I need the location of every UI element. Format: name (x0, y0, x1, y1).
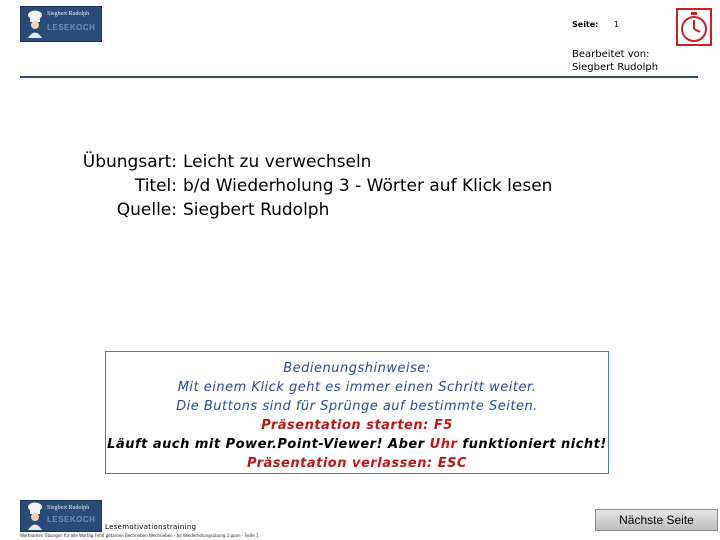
next-page-button[interactable]: Nächste Seite (595, 509, 718, 531)
page-number: 1 (614, 20, 620, 29)
logo-top (20, 6, 102, 42)
instructions-line1: Mit einem Klick geht es immer einen Schritt weiter. (177, 380, 537, 395)
page-label: Seite: (572, 20, 599, 29)
footer-title: Lesemotivationstraining (105, 523, 197, 531)
instructions-line4-a: Läuft auch mit Power.Point-Viewer! Aber (107, 437, 430, 452)
instructions-line4-b: Uhr (429, 437, 458, 452)
instructions-line4 (106, 435, 608, 454)
edited-label: Bearbeitet von: (572, 49, 650, 60)
info-key: Übungsart: (82, 152, 177, 172)
instructions-line5: Präsentation verlassen: ESC (247, 456, 467, 471)
instructions-line2: Die Buttons sind für Sprünge auf bestimmte Seiten. (176, 399, 538, 414)
instructions-line4-c: funktioniert nicht! (457, 437, 607, 452)
logo-bottom (20, 500, 102, 532)
info-row-source (57, 198, 552, 222)
info-row-title (57, 174, 552, 198)
info-key: Quelle: (116, 200, 177, 220)
logo-line2: LESEKOCH (47, 23, 96, 32)
stopwatch-icon[interactable] (676, 8, 712, 46)
chef-icon (26, 10, 44, 38)
logo-line1: Siegbert Rudolph (47, 505, 90, 511)
instructions-box (105, 351, 609, 474)
exercise-info (57, 150, 552, 222)
info-key: Titel: (134, 176, 177, 196)
edited-by (572, 48, 658, 74)
info-row-type (57, 150, 552, 174)
info-value: b/d Wiederholung 3 - Wörter auf Klick lesen (183, 176, 553, 196)
logo-line2: LESEKOCH (47, 515, 96, 524)
chef-icon (26, 502, 44, 530)
instructions-line3: Präsentation starten: F5 (261, 418, 453, 433)
clock-icon (678, 10, 710, 44)
header-rule (20, 76, 698, 78)
instructions-heading: Bedienungshinweise: (283, 361, 431, 376)
logo-line1: Siegbert Rudolph (47, 11, 90, 17)
info-value: Leicht zu verwechseln (183, 152, 372, 172)
info-value: Siegbert Rudolph (183, 200, 330, 220)
edited-name: Siegbert Rudolph (572, 62, 659, 73)
footer-caption: Wortnamen Übungen für alle Wortlig Fehlt getarnen Bechrieben Wechrieben - bd Wiederholungsübung 1 ppon - Seite 1 (20, 533, 259, 538)
